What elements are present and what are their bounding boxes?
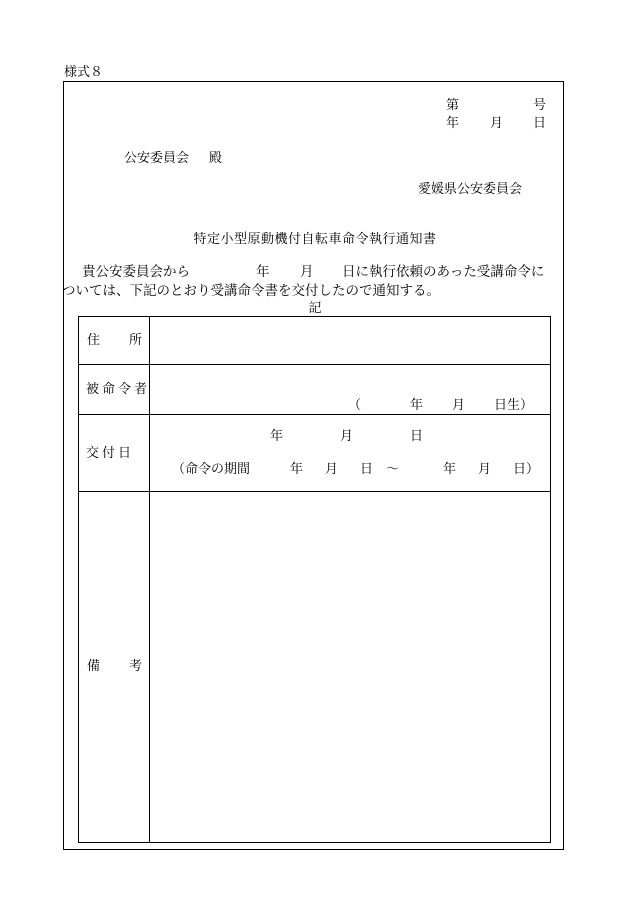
table-row-divider	[79, 414, 550, 415]
table-row-divider	[79, 491, 550, 492]
record-table	[78, 316, 551, 843]
period-end-month: 月	[478, 462, 492, 477]
header-date-year: 年	[446, 116, 460, 131]
birth-month: 月	[452, 398, 466, 413]
birth-year: 年	[410, 398, 424, 413]
body-line1-year: 年	[256, 264, 270, 280]
remarks-label-char2: 考	[129, 659, 143, 674]
period-start-day: 日	[360, 462, 374, 477]
ki-heading: 記	[308, 301, 322, 316]
header-date-month: 月	[490, 116, 504, 131]
document-number-suffix: 号	[533, 98, 547, 113]
address-label-char2: 所	[129, 333, 143, 348]
body-line1-start: 貴公安委員会から	[82, 264, 190, 280]
document-number-prefix: 第	[446, 98, 460, 113]
issuer-name: 愛媛県公安委員会	[418, 182, 523, 197]
header-date-day: 日	[533, 116, 547, 131]
addressee-name: 公安委員会	[124, 151, 190, 166]
addressee-honorific: 殿	[209, 151, 223, 166]
body-line2: ついては、下記のとおり受講命令書を交付したので通知する。	[62, 283, 440, 299]
period-end-year: 年	[443, 462, 457, 477]
body-line1-month: 月	[300, 264, 314, 280]
address-label-char1: 住	[87, 333, 101, 348]
period-start-month: 月	[325, 462, 339, 477]
form-number-label: 様式８	[64, 65, 104, 80]
body-line1-rest: 日に執行依頼のあった受講命令に	[342, 264, 545, 280]
period-end-day: 日）	[513, 462, 540, 477]
birth-open-paren: （	[348, 398, 362, 413]
issue-year: 年	[270, 429, 284, 444]
issue-month: 月	[340, 429, 354, 444]
period-start-year: 年	[290, 462, 304, 477]
issue-day: 日	[410, 429, 424, 444]
recipient-label: 被命令者	[86, 382, 151, 397]
period-tilde: ～	[386, 462, 400, 477]
issue-date-label: 交付日	[86, 446, 135, 461]
document-title: 特定小型原動機付自転車命令執行通知書	[193, 232, 437, 247]
period-label: （命令の期間	[172, 462, 251, 477]
birth-day: 日生）	[494, 398, 534, 413]
remarks-label-char1: 備	[87, 659, 101, 674]
table-row-divider	[79, 364, 550, 365]
